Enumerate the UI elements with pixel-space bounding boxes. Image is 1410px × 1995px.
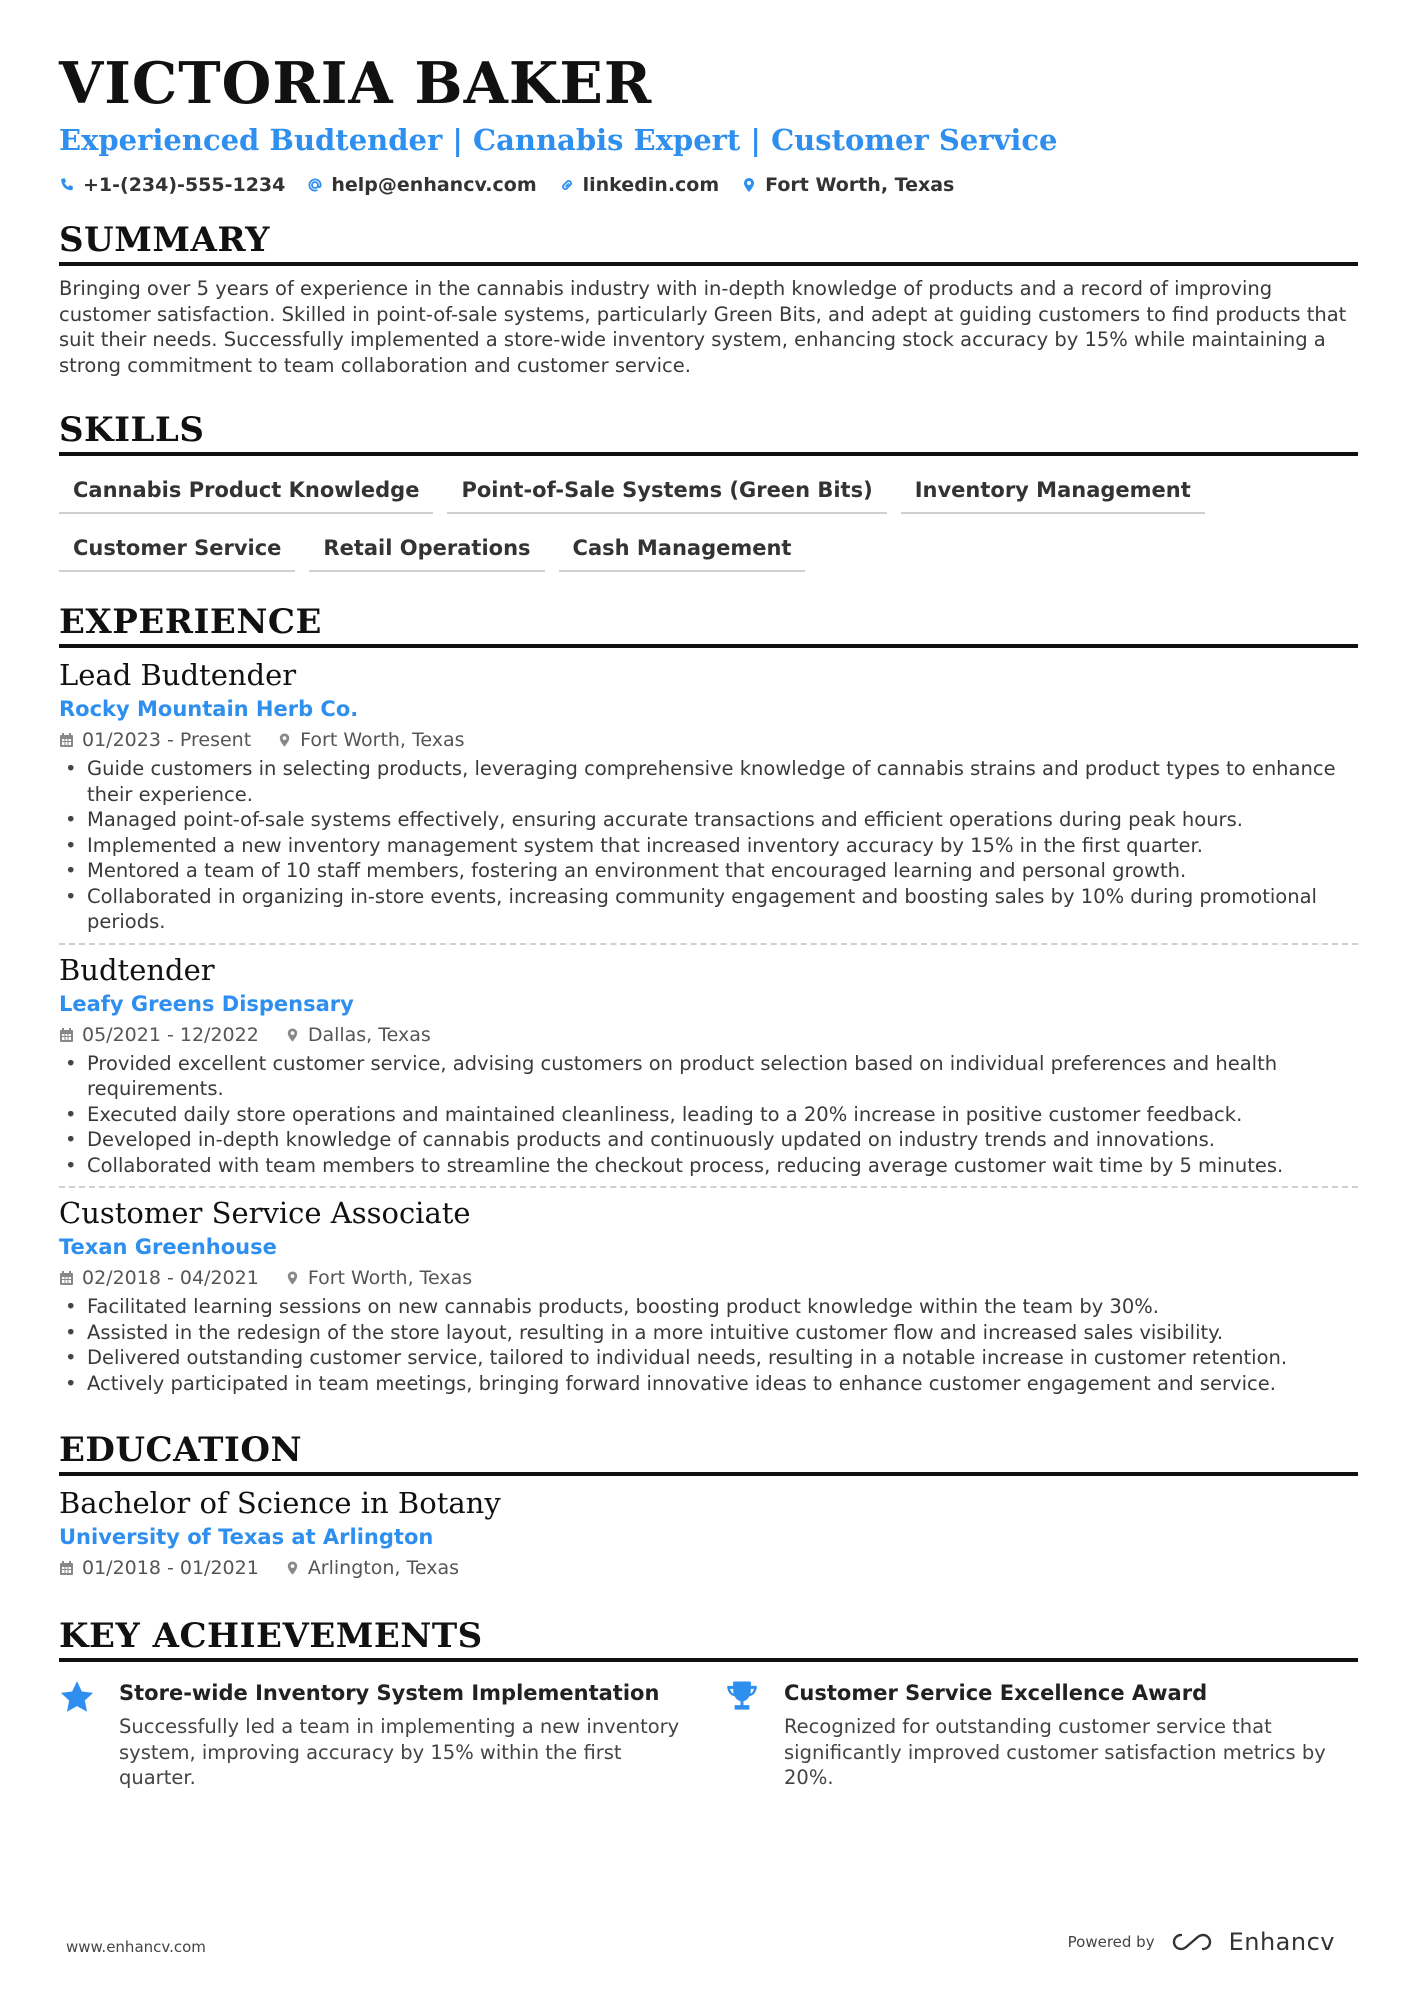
education-location xyxy=(285,1552,459,1584)
achievements-list xyxy=(59,1678,1358,1791)
company-name: Texan Greenhouse xyxy=(59,1235,277,1259)
headline: Experienced Budtender | Cannabis Expert | Customer Service xyxy=(59,123,1058,157)
summary-section xyxy=(59,218,1358,378)
school-name: University of Texas at Arlington xyxy=(59,1525,434,1549)
job-location-text: Fort Worth, Texas xyxy=(300,729,465,751)
achievement-item xyxy=(59,1678,684,1791)
location-pin-icon xyxy=(285,1027,300,1043)
location-pin-icon xyxy=(285,1560,300,1576)
company-name: Leafy Greens Dispensary xyxy=(59,991,354,1016)
footer-branding xyxy=(1068,1928,1335,1956)
contact-email[interactable] xyxy=(307,174,536,196)
contact-phone[interactable] xyxy=(59,174,285,196)
entry-divider xyxy=(59,943,1358,945)
achievement-body xyxy=(784,1678,1349,1791)
bullet-item: • Delivered outstanding customer service, tailored to individual needs, resulting in a notable increase in customer retention. xyxy=(87,1345,1358,1371)
job-meta xyxy=(59,724,1358,756)
job-dates-text: 02/2018 - 04/2021 xyxy=(82,1267,259,1289)
job-dates xyxy=(59,1019,259,1051)
footer-website[interactable]: www.enhancv.com xyxy=(66,1938,206,1956)
candidate-name: VICTORIA BAKER xyxy=(59,50,653,117)
contact-phone-text: +1-(234)-555-1234 xyxy=(83,174,286,196)
calendar-icon xyxy=(59,732,74,748)
degree: Bachelor of Science in Botany xyxy=(59,1486,501,1520)
bullet-item: • Developed in-depth knowledge of cannabis products and continuously updated on industry trends and innovations. xyxy=(87,1127,1358,1153)
bullet-item: • Provided excellent customer service, advising customers on product selection based on individual preferences and health requirements. xyxy=(87,1051,1358,1102)
company-name: Rocky Mountain Herb Co. xyxy=(59,697,359,721)
job-dates xyxy=(59,1262,259,1294)
bullet-item: • Assisted in the redesign of the store layout, resulting in a more intuitive customer flow and increased sales visibility. xyxy=(87,1320,1358,1346)
achievements-section xyxy=(59,1614,1358,1791)
bullet-item: • Collaborated with team members to streamline the checkout process, reducing average customer wait time by 5 minutes. xyxy=(87,1153,1358,1179)
achievements-title: KEY ACHIEVEMENTS xyxy=(59,1614,1358,1662)
job-dates xyxy=(59,724,251,756)
experience-section xyxy=(59,600,1358,1396)
job-bullets xyxy=(59,756,1358,935)
job-title: Customer Service Associate xyxy=(59,1196,471,1230)
bullet-item: • Actively participated in team meetings, bringing forward innovative ideas to enhance customer engagement and service. xyxy=(87,1371,1358,1397)
job-location-text: Fort Worth, Texas xyxy=(307,1267,473,1289)
job-title: Budtender xyxy=(59,952,215,987)
entry-divider xyxy=(59,1186,1358,1188)
contact-linkedin-text: linkedin.com xyxy=(582,174,720,196)
achievement-title: Store-wide Inventory System Implementation xyxy=(119,1681,660,1705)
bullet-item: • Managed point-of-sale systems effectively, ensuring accurate transactions and efficient operations during peak hours. xyxy=(87,807,1358,833)
skills-title: SKILLS xyxy=(59,408,1358,456)
job-meta xyxy=(59,1262,1358,1294)
achievement-title: Customer Service Excellence Award xyxy=(784,1681,1208,1705)
education-dates xyxy=(59,1552,259,1584)
resume-page xyxy=(59,44,1358,1791)
location-pin-icon xyxy=(277,732,292,748)
education-meta xyxy=(59,1552,1358,1584)
bullet-item: • Executed daily store operations and maintained cleanliness, leading to a 20% increase in positive customer feedback. xyxy=(87,1102,1358,1128)
experience-entry xyxy=(59,951,1358,1179)
contact-linkedin[interactable] xyxy=(559,174,720,196)
calendar-icon xyxy=(59,1027,74,1043)
bullet-item: • Mentored a team of 10 staff members, fostering an environment that encouraged learning and personal growth. xyxy=(87,858,1358,884)
job-location xyxy=(277,724,464,756)
contact-location-text: Fort Worth, Texas xyxy=(765,174,955,196)
contact-email-text: help@enhancv.com xyxy=(331,174,537,196)
education-entry xyxy=(59,1484,1358,1584)
contact-row xyxy=(59,174,1358,196)
experience-entry xyxy=(59,1194,1358,1396)
job-location xyxy=(285,1262,472,1294)
job-dates-text: 05/2021 - 12/2022 xyxy=(82,1023,259,1046)
achievement-icon-wrap xyxy=(724,1678,766,1791)
education-dates-text: 01/2018 - 01/2021 xyxy=(82,1557,259,1579)
at-icon xyxy=(307,177,323,193)
location-pin-icon xyxy=(285,1270,300,1286)
brand-name[interactable]: Enhancv xyxy=(1228,1928,1335,1956)
summary-text: Bringing over 5 years of experience in the cannabis industry with in-depth knowledge of products and a record of improving customer satisfaction. Skilled in point-of-sale systems, particularly Green Bits, and adept at guiding customers to find products that suit their needs. Successfully implemented a store-wide inventory system, enhancing stock accuracy by 15% while maintaining a strong commitment to team collaboration and customer service. xyxy=(59,277,1347,377)
achievement-desc: Recognized for outstanding customer service that significantly improved customer satisfaction metrics by 20%. xyxy=(784,1715,1326,1789)
skill-tag: Inventory Management xyxy=(901,468,1205,514)
achievement-icon-wrap xyxy=(59,1678,101,1791)
location-pin-icon xyxy=(741,177,757,193)
bullet-item: • Guide customers in selecting products, leveraging comprehensive knowledge of cannabis strains and product types to enhance their experience. xyxy=(87,756,1358,807)
summary-title: SUMMARY xyxy=(59,218,1358,266)
skill-tag: Cash Management xyxy=(559,526,806,572)
skill-tag: Retail Operations xyxy=(309,526,544,572)
education-location-text: Arlington, Texas xyxy=(307,1557,459,1579)
skill-tag: Point-of-Sale Systems (Green Bits) xyxy=(447,468,886,514)
experience-title: EXPERIENCE xyxy=(59,600,1358,648)
contact-location xyxy=(741,174,954,196)
job-meta xyxy=(59,1019,1358,1051)
job-location-text: Dallas, Texas xyxy=(307,1023,431,1046)
bullet-item: • Implemented a new inventory management system that increased inventory accuracy by 15% in the first quarter. xyxy=(87,833,1358,859)
achievement-item xyxy=(724,1678,1349,1791)
enhancv-logo-icon xyxy=(1169,1931,1215,1953)
bullet-item: • Collaborated in organizing in-store events, increasing community engagement and boosting sales by 10% during promotional periods. xyxy=(87,884,1358,935)
job-location xyxy=(285,1019,431,1051)
job-dates-text: 01/2023 - Present xyxy=(82,729,252,751)
bullet-item: • Facilitated learning sessions on new cannabis products, boosting product knowledge within the team by 30%. xyxy=(87,1294,1358,1320)
powered-by-label: Powered by xyxy=(1067,1933,1155,1951)
experience-entry xyxy=(59,656,1358,935)
achievement-desc: Successfully led a team in implementing a new inventory system, improving accuracy by 15% within the first quarter. xyxy=(119,1715,680,1789)
calendar-icon xyxy=(59,1270,74,1286)
skills-section xyxy=(59,408,1358,584)
job-title: Lead Budtender xyxy=(59,658,297,692)
job-bullets xyxy=(59,1294,1358,1396)
calendar-icon xyxy=(59,1560,74,1576)
education-title: EDUCATION xyxy=(59,1428,1358,1476)
job-bullets xyxy=(59,1051,1358,1179)
skill-tag: Customer Service xyxy=(59,526,295,572)
phone-icon xyxy=(59,177,75,193)
link-icon xyxy=(559,177,575,193)
skill-tag: Cannabis Product Knowledge xyxy=(59,468,433,514)
achievement-body xyxy=(119,1678,684,1791)
education-section xyxy=(59,1428,1358,1584)
skills-list xyxy=(59,456,1358,584)
star-icon xyxy=(59,1680,95,1714)
trophy-icon xyxy=(724,1680,760,1714)
